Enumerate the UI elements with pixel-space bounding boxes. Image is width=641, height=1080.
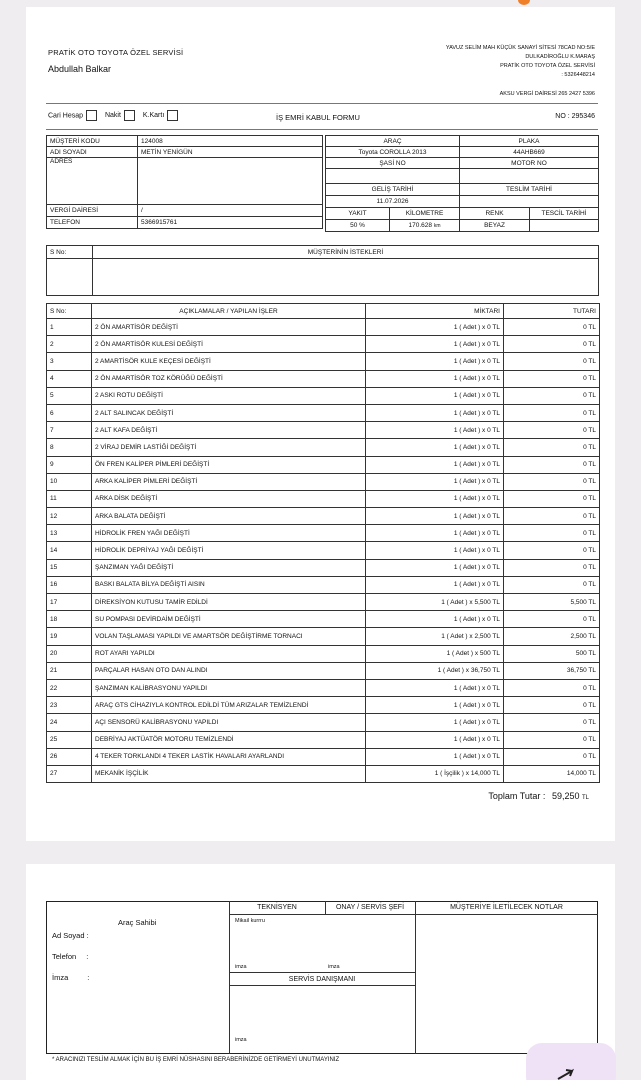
item-number: 6 <box>47 404 92 421</box>
plate-label: PLAKA <box>460 136 599 147</box>
item-quantity: 1 ( Adet ) x 0 TL <box>366 748 504 765</box>
item-number: 21 <box>47 662 92 679</box>
form-title: İŞ EMRİ KABUL FORMU <box>276 113 360 122</box>
item-description: ROT AYARI YAPILDI <box>92 645 366 662</box>
advisor-line-top <box>229 972 415 973</box>
item-number: 7 <box>47 422 92 439</box>
customer-code-label: MÜŞTERİ KODU <box>47 136 138 147</box>
item-description: 4 TEKER TORKLANDI 4 TEKER LASTİK HAVALARI AYARLANDI <box>92 748 366 765</box>
company-address-3: PRATİK OTO TOYOTA ÖZEL SERVİSİ <box>500 63 595 69</box>
table-row <box>47 319 600 336</box>
item-total: 0 TL <box>504 576 600 593</box>
item-total: 0 TL <box>504 319 600 336</box>
item-description: MEKANİK İŞÇİLİK <box>92 765 366 782</box>
plate-number: 44AHB669 <box>460 147 599 158</box>
engine-label: MOTOR NO <box>460 158 599 169</box>
payment-kart-label: K.Kartı <box>142 112 165 120</box>
item-description: ARKA KALİPER PİMLERİ DEĞİŞTİ <box>92 473 366 490</box>
table-row <box>47 404 600 421</box>
item-total: 36,750 TL <box>504 662 600 679</box>
item-description: VOLAN TAŞLAMASI YAPILDI VE AMARTSÖR DEĞİŞTİRME TORNACI <box>92 628 366 645</box>
item-quantity: 1 ( Adet ) x 0 TL <box>366 473 504 490</box>
signature-divider-2 <box>415 901 416 1054</box>
item-description: ŞANZIMAN KALİBRASYONU YAPILDI <box>92 679 366 696</box>
table-row <box>47 611 600 628</box>
item-quantity: 1 ( Adet ) x 0 TL <box>366 508 504 525</box>
technician-signature-label: imza <box>235 964 247 970</box>
table-row <box>47 336 600 353</box>
advisor-signature-label: imza <box>235 1037 247 1043</box>
table-row <box>47 422 600 439</box>
item-quantity: 1 ( Adet ) x 36,750 TL <box>366 662 504 679</box>
item-description: 2 ALT KAFA DEĞİŞTİ <box>92 422 366 439</box>
item-total: 5,500 TL <box>504 594 600 611</box>
item-number: 9 <box>47 456 92 473</box>
item-number: 5 <box>47 387 92 404</box>
item-quantity: 1 ( Adet ) x 0 TL <box>366 542 504 559</box>
delivery-warning: * ARACINIZI TESLİM ALMAK İÇİN BU İŞ EMRİ NÜSHASINI BERABERİNİZDE GETİRMEYİ UNUTMAYINIZ <box>52 1057 340 1063</box>
item-number: 2 <box>47 336 92 353</box>
company-phone: : 5326448214 <box>561 72 595 78</box>
item-quantity: 1 ( Adet ) x 0 TL <box>366 353 504 370</box>
item-total: 0 TL <box>504 490 600 507</box>
engine-number <box>460 169 599 184</box>
table-row <box>47 559 600 576</box>
kilometer-value: 170.628 <box>408 222 432 229</box>
table-row <box>47 748 600 765</box>
item-number: 27 <box>47 765 92 782</box>
item-total: 2,500 TL <box>504 628 600 645</box>
technician-name: Mikail kurrru <box>235 918 265 924</box>
item-description: SU POMPASI DEVİRDAİM DEĞİŞTİ <box>92 611 366 628</box>
notification-dot <box>518 0 530 5</box>
item-number: 15 <box>47 559 92 576</box>
vehicle-table <box>325 135 599 232</box>
table-row <box>47 370 600 387</box>
grand-total <box>488 791 589 801</box>
item-description: PARÇALAR HASAN OTO DAN ALINDI <box>92 662 366 679</box>
payment-options <box>48 110 178 121</box>
item-quantity: 1 ( Adet ) x 0 TL <box>366 370 504 387</box>
company-tax: AKSU VERGİ DAİRESİ 265 2427 5396 <box>499 91 595 97</box>
table-row <box>47 645 600 662</box>
km-label: KİLOMETRE <box>390 208 460 220</box>
item-quantity: 1 ( Adet ) x 0 TL <box>366 611 504 628</box>
form-number: NO : 295346 <box>555 113 595 120</box>
table-row <box>47 731 600 748</box>
grand-total-label: Toplam Tutar : <box>488 791 546 801</box>
table-row <box>47 576 600 593</box>
item-description: ÖN FREN KALİPER PİMLERİ DEĞİŞTİ <box>92 456 366 473</box>
item-total: 0 TL <box>504 370 600 387</box>
item-number: 20 <box>47 645 92 662</box>
item-description: DEBRİYAJ AKTÜATÖR MOTORU TEMİZLENDİ <box>92 731 366 748</box>
item-total: 0 TL <box>504 473 600 490</box>
tax-office-label: VERGİ DAİRESİ <box>47 205 138 217</box>
approval-header: ONAY / SERVİS ŞEFİ <box>335 904 405 911</box>
items-header-no: S No: <box>47 304 92 319</box>
item-quantity: 1 ( Adet ) x 0 TL <box>366 679 504 696</box>
header-divider <box>46 103 598 104</box>
item-total: 0 TL <box>504 336 600 353</box>
item-total: 0 TL <box>504 422 600 439</box>
item-total: 0 TL <box>504 439 600 456</box>
item-total: 0 TL <box>504 525 600 542</box>
item-number: 14 <box>47 542 92 559</box>
vehicle-model: Toyota COROLLA 2013 <box>326 147 460 158</box>
table-row <box>47 439 600 456</box>
item-total: 0 TL <box>504 611 600 628</box>
item-number: 23 <box>47 697 92 714</box>
grand-total-unit: TL <box>581 795 589 801</box>
owner-phone-label <box>52 953 88 961</box>
customer-phone: 5366915761 <box>138 217 323 229</box>
items-table <box>46 303 600 783</box>
item-number: 1 <box>47 319 92 336</box>
item-total: 0 TL <box>504 508 600 525</box>
advisor-line-bottom <box>229 985 415 986</box>
item-number: 22 <box>47 679 92 696</box>
item-description: HİDROLİK FREN YAĞI DEĞİŞTİ <box>92 525 366 542</box>
item-total: 0 TL <box>504 697 600 714</box>
item-quantity: 1 ( Adet ) x 0 TL <box>366 559 504 576</box>
chassis-label: ŞASİ NO <box>326 158 460 169</box>
arrival-date: 11.07.2026 <box>326 196 460 208</box>
table-row <box>47 714 600 731</box>
color-label: RENK <box>460 208 530 220</box>
color: BEYAZ <box>460 220 530 232</box>
fuel-label: YAKIT <box>326 208 390 220</box>
delivery-date <box>460 196 599 208</box>
item-number: 8 <box>47 439 92 456</box>
signature-header-line <box>229 914 598 915</box>
item-description: ARAÇ GTS CİHAZIYLA KONTROL EDİLDİ TÜM ARIZALAR TEMİZLENDİ <box>92 697 366 714</box>
item-number: 3 <box>47 353 92 370</box>
customer-address <box>138 158 323 205</box>
owner-phone-text: Telefon <box>52 952 77 961</box>
table-row <box>47 525 600 542</box>
item-total: 0 TL <box>504 387 600 404</box>
customer-name-label: ADI SOYADI <box>47 147 138 158</box>
requests-body <box>93 259 599 296</box>
table-row <box>47 594 600 611</box>
item-quantity: 1 ( Adet ) x 2,500 TL <box>366 628 504 645</box>
tax-office: / <box>138 205 323 217</box>
customer-address-label: ADRES <box>47 158 138 205</box>
registration-date <box>530 220 599 232</box>
item-quantity: 1 ( Adet ) x 0 TL <box>366 576 504 593</box>
item-number: 11 <box>47 490 92 507</box>
vehicle-owner-label: Araç Sahibi <box>118 918 157 927</box>
advisor-header: SERVİS DANIŞMANI <box>288 976 356 983</box>
item-number: 4 <box>47 370 92 387</box>
item-total: 0 TL <box>504 679 600 696</box>
item-quantity: 1 ( Adet ) x 0 TL <box>366 404 504 421</box>
payment-nakit-checkbox[interactable] <box>124 110 135 121</box>
approval-signature-label: imza <box>328 964 340 970</box>
title-divider <box>46 129 598 130</box>
item-description: 2 VİRAJ DEMİR LASTİĞİ DEĞİŞTİ <box>92 439 366 456</box>
item-quantity: 1 ( Adet ) x 0 TL <box>366 456 504 473</box>
item-number: 10 <box>47 473 92 490</box>
item-total: 0 TL <box>504 731 600 748</box>
customer-phone-label: TELEFON <box>47 217 138 229</box>
item-quantity: 1 ( Adet ) x 0 TL <box>366 525 504 542</box>
item-quantity: 1 ( Adet ) x 0 TL <box>366 697 504 714</box>
item-description: ARKA DİSK DEĞİŞTİ <box>92 490 366 507</box>
owner-signature-label <box>52 974 89 982</box>
item-description: ŞANZIMAN YAĞI DEĞİŞTİ <box>92 559 366 576</box>
item-total: 14,000 TL <box>504 765 600 782</box>
arrival-date-label: GELİŞ TARİHİ <box>326 184 460 196</box>
table-row <box>47 542 600 559</box>
edit-icon <box>526 1043 616 1080</box>
items-header-qty: MİKTARI <box>366 304 504 319</box>
item-quantity: 1 ( Adet ) x 0 TL <box>366 387 504 404</box>
item-number: 24 <box>47 714 92 731</box>
customer-name: METİN YENİGÜN <box>138 147 323 158</box>
item-number: 18 <box>47 611 92 628</box>
table-row <box>47 387 600 404</box>
kilometer <box>390 220 460 232</box>
item-quantity: 1 ( Adet ) x 5,500 TL <box>366 594 504 611</box>
owner-signature-colon: : <box>87 973 90 982</box>
item-description: HİDROLİK DEPRİYAJ YAĞI DEĞİŞTİ <box>92 542 366 559</box>
table-row <box>47 679 600 696</box>
requests-table <box>46 245 599 296</box>
company-name: PRATİK OTO TOYOTA ÖZEL SERVİSİ <box>48 48 184 57</box>
item-quantity: 1 ( Adet ) x 0 TL <box>366 319 504 336</box>
grand-total-value: 59,250 <box>551 791 580 801</box>
item-quantity: 1 ( Adet ) x 0 TL <box>366 439 504 456</box>
payment-nakit-label: Nakit <box>104 112 121 120</box>
kilometer-unit: km <box>433 223 441 229</box>
item-number: 17 <box>47 594 92 611</box>
document-page-1 <box>26 7 615 841</box>
table-row <box>47 353 600 370</box>
item-description: 2 ÖN AMARTİSÖR TOZ KÖRÜĞÜ DEĞİŞTİ <box>92 370 366 387</box>
item-description: BASKI BALATA BİLYA DEĞİŞTİ AISIN <box>92 576 366 593</box>
table-row <box>47 473 600 490</box>
items-header-desc: AÇIKLAMALAR / YAPILAN İŞLER <box>92 304 366 319</box>
chassis-number <box>326 169 460 184</box>
owner-phone-colon: : <box>86 952 89 961</box>
items-header-total: TUTARI <box>504 304 600 319</box>
company-address-2: DULKADİROĞLU K.MARAŞ <box>525 54 595 60</box>
table-row <box>47 490 600 507</box>
item-quantity: 1 ( Adet ) x 0 TL <box>366 422 504 439</box>
requests-title: MÜŞTERİNİN İSTEKLERİ <box>93 246 599 259</box>
item-description: 2 ÖN AMARTİSÖR DEĞİŞTİ <box>92 319 366 336</box>
customer-code: 124008 <box>138 136 323 147</box>
item-total: 0 TL <box>504 542 600 559</box>
item-number: 12 <box>47 508 92 525</box>
table-row <box>47 508 600 525</box>
item-total: 0 TL <box>504 456 600 473</box>
item-quantity: 1 ( Adet ) x 0 TL <box>366 490 504 507</box>
item-description: AÇI SENSORÜ KALİBRASYONU YAPILDI <box>92 714 366 731</box>
table-row <box>47 697 600 714</box>
item-quantity: 1 ( Adet ) x 0 TL <box>366 731 504 748</box>
item-total: 0 TL <box>504 559 600 576</box>
item-description: 2 ALT SALINCAK DEĞİŞTİ <box>92 404 366 421</box>
owner-name: Abdullah Balkar <box>48 64 112 74</box>
payment-cari-checkbox[interactable] <box>86 110 97 121</box>
fuel-level: 50 % <box>326 220 390 232</box>
table-row <box>47 628 600 645</box>
item-number: 26 <box>47 748 92 765</box>
item-number: 13 <box>47 525 92 542</box>
item-description: 2 ÖN AMARTİSÖR KULESİ DEĞİŞTİ <box>92 336 366 353</box>
table-row <box>47 765 600 782</box>
item-total: 500 TL <box>504 645 600 662</box>
requests-no-cell <box>47 259 93 296</box>
floating-action-button[interactable] <box>526 1043 616 1080</box>
registration-date-label: TESCİL TARİHİ <box>530 208 599 220</box>
vehicle-label: ARAÇ <box>326 136 460 147</box>
owner-name-label: Ad Soyad : <box>52 931 89 940</box>
item-quantity: 1 ( Adet ) x 0 TL <box>366 336 504 353</box>
delivery-date-label: TESLİM TARİHİ <box>460 184 599 196</box>
table-row <box>47 456 600 473</box>
notes-header: MÜŞTERİYE İLETİLECEK NOTLAR <box>450 904 563 911</box>
item-number: 25 <box>47 731 92 748</box>
item-description: ARKA BALATA DEĞİŞTİ <box>92 508 366 525</box>
customer-table <box>46 135 323 229</box>
requests-no-label: S No: <box>47 246 93 259</box>
item-total: 0 TL <box>504 353 600 370</box>
item-total: 0 TL <box>504 714 600 731</box>
item-number: 19 <box>47 628 92 645</box>
item-quantity: 1 ( Adet ) x 0 TL <box>366 714 504 731</box>
item-total: 0 TL <box>504 404 600 421</box>
payment-cari-label: Cari Hesap <box>48 112 84 120</box>
item-total: 0 TL <box>504 748 600 765</box>
payment-kart-checkbox[interactable] <box>167 110 178 121</box>
owner-signature-text: İmza <box>52 973 69 982</box>
table-row <box>47 662 600 679</box>
item-description: 2 ASKI ROTU DEĞİŞTİ <box>92 387 366 404</box>
item-description: 2 AMARTİSÖR KULE KEÇESİ DEĞİŞTİ <box>92 353 366 370</box>
item-quantity: 1 ( Adet ) x 500 TL <box>366 645 504 662</box>
company-address-1: YAVUZ SELİM MAH KÜÇÜK SANAYİ SİTESİ 78CAD NO:5/E <box>445 45 595 51</box>
item-number: 16 <box>47 576 92 593</box>
item-description: DİREKSİYON KUTUSU TAMİR EDİLDİ <box>92 594 366 611</box>
item-quantity: 1 ( İşçilik ) x 14,000 TL <box>366 765 504 782</box>
technician-header: TEKNİSYEN <box>257 904 297 911</box>
